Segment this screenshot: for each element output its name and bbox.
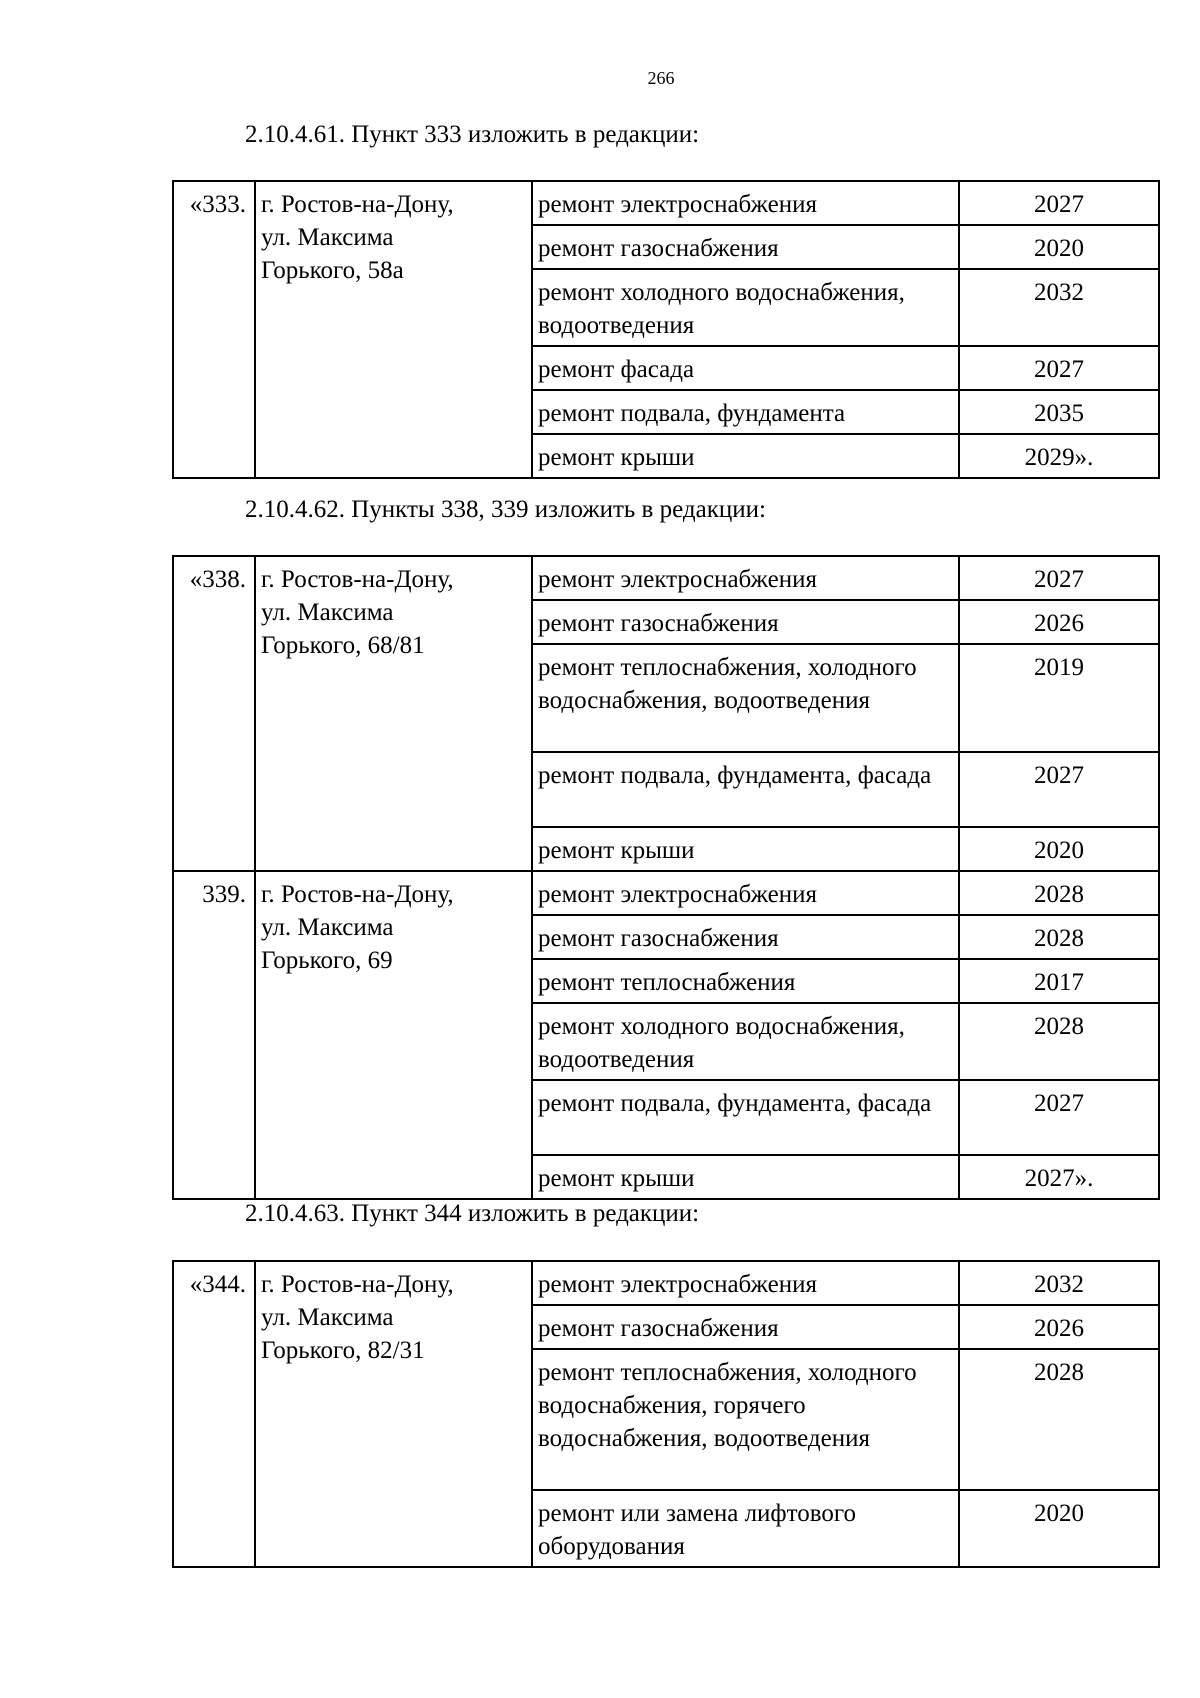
page-number: 266: [647, 68, 675, 88]
address-line: ул. Максима: [261, 1304, 394, 1331]
address-cell: [255, 556, 532, 871]
work-year: 2035: [959, 390, 1159, 434]
address-line: Горького, 82/31: [261, 1337, 425, 1364]
table-row: [173, 871, 1159, 915]
work-year: 2027: [959, 556, 1159, 600]
work-type: ремонт теплоснабжения: [532, 959, 959, 1003]
work-year: 2027: [959, 752, 1159, 827]
work-year: 2032: [959, 269, 1159, 346]
work-year: 2020: [959, 827, 1159, 871]
address-line: г. Ростов-на-Дону,: [261, 191, 454, 218]
amendment-table: [172, 180, 1160, 479]
work-type: ремонт крыши: [532, 827, 959, 871]
address-line: г. Ростов-на-Дону,: [261, 881, 454, 908]
work-year: 2020: [959, 1490, 1159, 1567]
address-line: Горького, 58а: [261, 257, 404, 284]
work-year: 2032: [959, 1261, 1159, 1305]
work-type: ремонт газоснабжения: [532, 225, 959, 269]
work-type: ремонт теплоснабжения, холодного водоснабжения, горячего водоснабжения, водоотведения: [532, 1349, 959, 1490]
item-number: «338.: [173, 556, 255, 871]
work-type: ремонт холодного водоснабжения, водоотведения: [532, 1003, 959, 1080]
work-year: 2017: [959, 959, 1159, 1003]
work-type: ремонт электроснабжения: [532, 1261, 959, 1305]
address-cell: [255, 1261, 532, 1567]
work-year: 2026: [959, 1305, 1159, 1349]
address-line: Горького, 69: [261, 947, 393, 974]
amendment-table: [172, 555, 1160, 1200]
work-type: ремонт электроснабжения: [532, 181, 959, 225]
address-line: ул. Максима: [261, 224, 394, 251]
work-year: 2027: [959, 346, 1159, 390]
address-line: г. Ростов-на-Дону,: [261, 566, 454, 593]
section-heading: 2.10.4.62. Пункты 338, 339 изложить в редакции:: [245, 496, 766, 523]
work-year: 2028: [959, 915, 1159, 959]
work-year: 2020: [959, 225, 1159, 269]
work-type: ремонт электроснабжения: [532, 871, 959, 915]
work-type: ремонт газоснабжения: [532, 1305, 959, 1349]
table-row: [173, 181, 1159, 225]
work-year: 2028: [959, 871, 1159, 915]
address-cell: [255, 181, 532, 478]
work-year: 2027: [959, 1080, 1159, 1155]
work-type: ремонт крыши: [532, 1155, 959, 1199]
work-type: ремонт электроснабжения: [532, 556, 959, 600]
amendment-table: [172, 1260, 1160, 1568]
work-year: 2029».: [959, 434, 1159, 478]
section-heading: 2.10.4.63. Пункт 344 изложить в редакции:: [245, 1200, 700, 1227]
work-year: 2028: [959, 1003, 1159, 1080]
address-line: ул. Максима: [261, 914, 394, 941]
work-type: ремонт теплоснабжения, холодного водоснабжения, водоотведения: [532, 644, 959, 752]
work-type: ремонт подвала, фундамента, фасада: [532, 1080, 959, 1155]
table-row: [173, 556, 1159, 600]
work-type: ремонт газоснабжения: [532, 600, 959, 644]
work-type: ремонт подвала, фундамента, фасада: [532, 752, 959, 827]
work-type: ремонт или замена лифтового оборудования: [532, 1490, 959, 1567]
address-cell: [255, 871, 532, 1199]
work-year: 2027: [959, 181, 1159, 225]
section-heading: 2.10.4.61. Пункт 333 изложить в редакции:: [245, 121, 700, 148]
item-number: «344.: [173, 1261, 255, 1567]
work-year: 2027».: [959, 1155, 1159, 1199]
work-year: 2019: [959, 644, 1159, 752]
item-number: 339.: [173, 871, 255, 1199]
work-type: ремонт газоснабжения: [532, 915, 959, 959]
work-type: ремонт крыши: [532, 434, 959, 478]
work-year: 2026: [959, 600, 1159, 644]
item-number: «333.: [173, 181, 255, 478]
work-type: ремонт фасада: [532, 346, 959, 390]
work-type: ремонт подвала, фундамента: [532, 390, 959, 434]
address-line: Горького, 68/81: [261, 632, 425, 659]
work-type: ремонт холодного водоснабжения, водоотведения: [532, 269, 959, 346]
address-line: г. Ростов-на-Дону,: [261, 1271, 454, 1298]
table-row: [173, 1261, 1159, 1305]
work-year: 2028: [959, 1349, 1159, 1490]
address-line: ул. Максима: [261, 599, 394, 626]
